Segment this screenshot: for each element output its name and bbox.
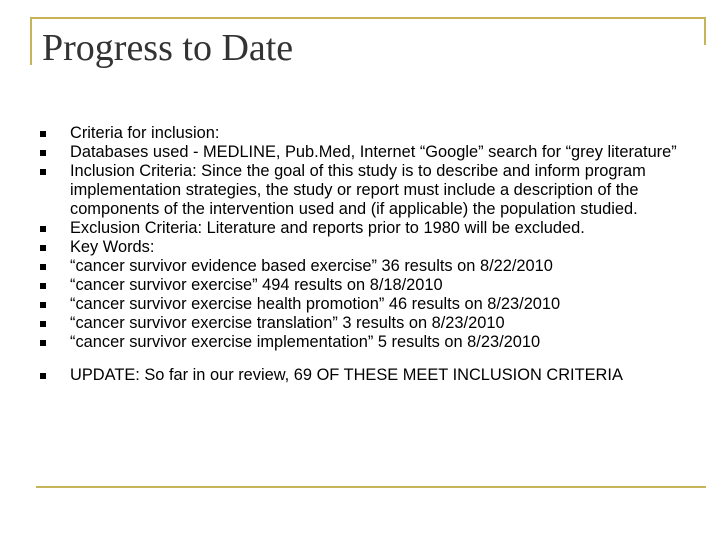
bullet-item	[70, 162, 680, 219]
bullet-item	[70, 143, 680, 162]
bullet-item	[70, 124, 680, 143]
bullet-text: “cancer survivor evidence based exercise” 36 results on 8/22/2010	[70, 257, 553, 275]
square-bullet-icon	[40, 283, 46, 289]
bullet-list	[70, 124, 680, 385]
frame-left-rule	[30, 17, 32, 65]
square-bullet-icon	[40, 226, 46, 232]
bullet-text: “cancer survivor exercise” 494 results on 8/18/2010	[70, 276, 443, 294]
bullet-text: “cancer survivor exercise health promotion” 46 results on 8/23/2010	[70, 295, 561, 313]
frame-right-rule	[704, 17, 706, 45]
bullet-item	[70, 257, 680, 276]
frame-bottom-rule	[36, 486, 706, 488]
square-bullet-icon	[40, 150, 46, 156]
bullet-item	[70, 295, 680, 314]
bullet-item-update	[70, 366, 680, 385]
slide-title: Progress to Date	[42, 27, 294, 69]
square-bullet-icon	[40, 264, 46, 270]
square-bullet-icon	[40, 373, 46, 379]
square-bullet-icon	[40, 131, 46, 137]
bullet-item	[70, 314, 680, 333]
square-bullet-icon	[40, 340, 46, 346]
bullet-item	[70, 238, 680, 257]
square-bullet-icon	[40, 245, 46, 251]
bullet-text: Key Words:	[70, 238, 155, 256]
square-bullet-icon	[40, 302, 46, 308]
bullet-text: UPDATE: So far in our review, 69 OF THESE MEET INCLUSION CRITERIA	[70, 366, 623, 384]
frame-top-rule	[30, 17, 706, 19]
bullet-item	[70, 276, 680, 295]
bullet-text: Criteria for inclusion:	[70, 124, 220, 142]
bullet-text: “cancer survivor exercise implementation” 5 results on 8/23/2010	[70, 333, 541, 351]
bullet-item	[70, 333, 680, 352]
bullet-text: Exclusion Criteria: Literature and reports prior to 1980 will be excluded.	[70, 219, 585, 237]
bullet-text: “cancer survivor exercise translation” 3 results on 8/23/2010	[70, 314, 505, 332]
bullet-item	[70, 219, 680, 238]
square-bullet-icon	[40, 169, 46, 175]
bullet-text: Inclusion Criteria: Since the goal of this study is to describe and inform program implementation strategies, the study or report must include a description of the components of the intervention used and (if applicable) the population studied.	[70, 162, 646, 218]
square-bullet-icon	[40, 321, 46, 327]
bullet-text: Databases used - MEDLINE, Pub.Med, Internet “Google” search for “grey literature”	[70, 143, 677, 161]
